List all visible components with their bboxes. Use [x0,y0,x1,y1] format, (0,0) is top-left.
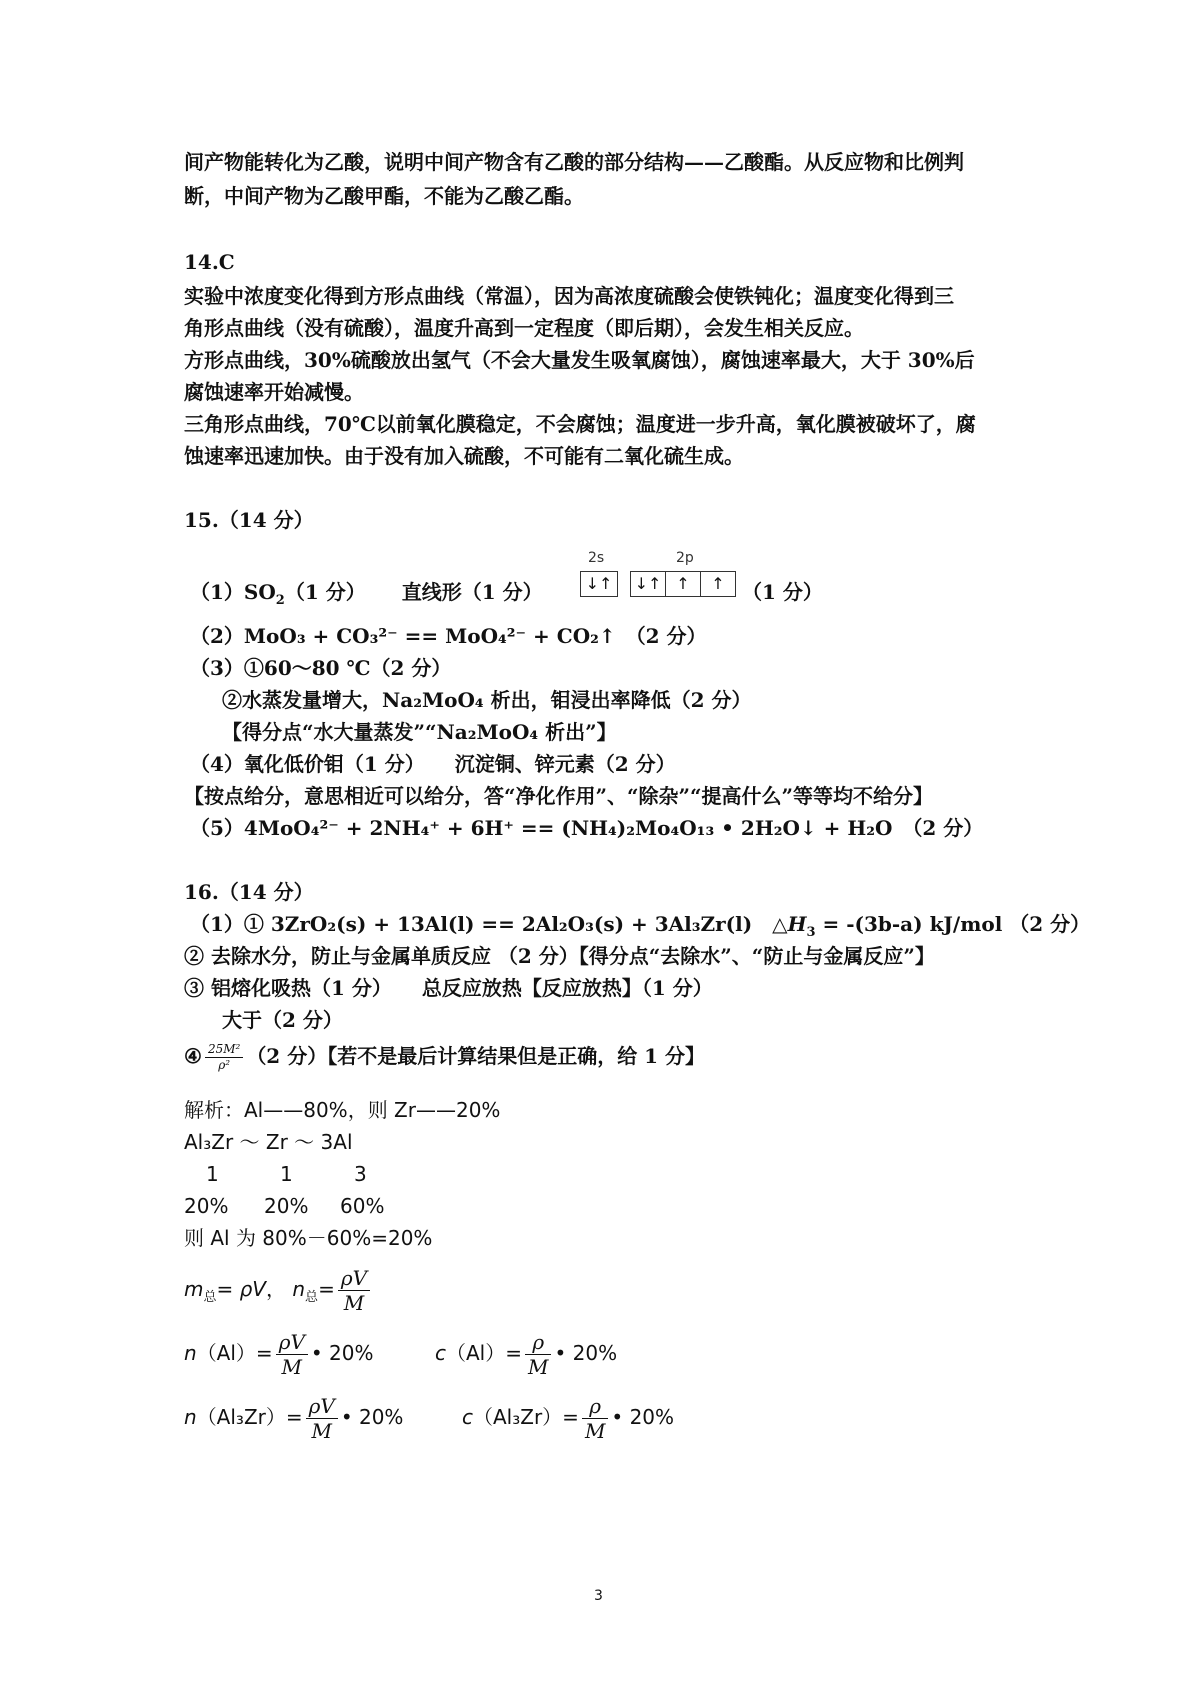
m-total-symbol: m [184,1277,204,1301]
q14-line-5: 三角形点曲线，70℃以前氧化膜稳定，不会腐蚀；温度进一步升高，氧化膜被破坏了，腐 [184,412,976,436]
n-al-den: M [281,1355,303,1379]
q15-part-4-note: 【按点给分，意思相近可以给分，答“净化作用”、“除杂”“提高什么”等等均不给分】 [184,784,934,808]
c-al-label: （Al）= [446,1341,522,1365]
c-al3zr-fraction [582,1394,608,1443]
c-al-den: M [528,1355,549,1379]
q16-part-3: ③ 铝熔化吸热（1 分） 总反应放热【反应放热】（1 分） [184,976,713,1000]
q15-p1-score: （1 分） [284,580,366,604]
n-total-den: M [343,1291,365,1315]
n-al-formula [184,1330,374,1379]
n-al3zr-label: （Al₃Zr）= [196,1405,303,1429]
ratio-pct-1: 20% [184,1194,229,1218]
c-al-fraction [525,1330,551,1379]
q15-part-5: （5）4MoO₄²⁻ + 2NH₄⁺ + 6H⁺ == (NH₄)₂Mo₄O₁₃ • 2H₂O↓ + H₂O （2 分） [190,816,984,840]
n-al-label: （Al）= [196,1341,273,1365]
intro-line-1: 间产物能转化为乙酸，说明中间产物含有乙酸的部分结构——乙酸酯。从反应物和比例判 [184,150,964,174]
page-number: 3 [594,1588,603,1604]
n-al3zr-formula [184,1394,403,1443]
q15-p1-orbital-score: （1 分） [742,580,823,604]
orbital-box-2s: ↓↑ [580,571,618,597]
c-al-formula [435,1330,617,1379]
q15-p1-so: （1）SO [190,580,276,604]
n-al3zr-times: • 20% [340,1405,404,1429]
ratio-num-3: 3 [354,1162,367,1186]
m-total-rhs: = ρV [216,1277,266,1301]
n-total-sub: 总 [305,1290,319,1305]
n-al3zr-fraction [306,1394,338,1443]
q16-p4-frac-num: 25M² [205,1042,243,1058]
mass-total-formula: $m_总= \rho V$， $n_总=$ $\frac{\rho V}{M}$ [184,1266,373,1315]
n-al3zr-symbol: n [184,1405,197,1429]
q14-line-3: 方形点曲线，30%硫酸放出氢气（不会大量发生吸氧腐蚀），腐蚀速率最大，大于 30%后 [184,348,975,372]
c-al3zr-den: M [584,1419,606,1443]
n-total-fraction [338,1266,370,1315]
c-al3zr-label: （Al₃Zr）= [473,1405,579,1429]
c-al-symbol: c [435,1341,446,1365]
q15-part-3a: （3）①60～80 ℃（2 分） [190,656,452,680]
c-al-num: ρ [525,1330,551,1355]
orbital-box-2p-1: ↓↑ [630,571,666,597]
q16-heading: 16.（14 分） [184,880,314,904]
c-al3zr-times: • 20% [611,1405,675,1429]
ratio-num-2: 1 [280,1162,293,1186]
q14-line-1: 实验中浓度变化得到方形点曲线（常温），因为高浓度硫酸会使铁钝化；温度变化得到三 [184,284,954,308]
q16-part-4 [184,1042,705,1073]
orbital-box-2p-3: ↑ [700,571,736,597]
q15-part-4: （4）氧化低价钼（1 分） 沉淀铜、锌元素（2 分） [190,752,676,776]
q16-p1-end: = -(3b-a) kJ/mol （2 分） [815,912,1091,936]
q16-p1-h-sub: 3 [806,925,816,940]
q16-part-1 [190,910,1090,938]
ratio-line: Al₃Zr ～ Zr ～ 3Al [184,1130,353,1154]
q16-p4-text: （2 分）【若不是最后计算结果但是正确，给 1 分】 [246,1044,706,1068]
m-total-sub: 总 [203,1290,217,1305]
n-al-symbol: n [184,1341,197,1365]
q14-heading: 14.C [184,250,235,274]
n-al-fraction [276,1330,308,1379]
orbital-box-2p-2: ↑ [665,571,701,597]
orbital-2s-label: 2s [588,550,605,566]
ratio-pct-2: 20% [264,1194,309,1218]
n-al3zr-num: ρV [306,1394,338,1419]
n-al-times: • 20% [310,1341,374,1365]
n-total-symbol: n [292,1277,306,1301]
ratio-pct-3: 60% [340,1194,385,1218]
q16-p1-h: H [787,912,807,936]
c-al3zr-symbol: c [462,1405,473,1429]
q15-part-1: $(1)SO_2(1$ 分） 直线形（1 分） [190,580,543,608]
q15-heading: 15.（14 分） [184,508,314,532]
q14-line-2: 角形点曲线（没有硫酸），温度升高到一定程度（即后期），会发生相关反应。 [184,316,864,340]
q16-p1-eq: （1）① 3ZrO₂(s) + 13Al(l) == 2Al₂O₃(s) + 3Al₃Zr(l) △ [190,912,788,936]
q14-line-6: 蚀速率迅速加快。由于没有加入硫酸，不可能有二氧化硫生成。 [184,444,744,468]
c-al3zr-num: ρ [582,1394,608,1419]
n-al-num: ρV [276,1330,308,1355]
q15-p1-shape: 直线形（1 分） [401,580,543,604]
c-al-times: • 20% [554,1341,618,1365]
n-total-num: ρV [338,1266,370,1291]
q16-p4-marker: ④ [184,1044,202,1068]
q16-p4-frac-den: ρ² [218,1058,231,1072]
analysis-line: 解析：Al——80%，则 Zr——20% [184,1098,501,1122]
c-al3zr-formula [462,1394,674,1443]
q16-p4-fraction [205,1042,243,1073]
n-al3zr-den: M [311,1419,332,1443]
q16-part-3b: 大于（2 分） [222,1008,343,1032]
orbital-2p-label: 2p [676,550,694,566]
q16-part-2: ② 去除水分，防止与金属单质反应 （2 分）【得分点“去除水”、“防止与金属反应”】 [184,944,935,968]
q15-part-2: （2）MoO₃ + CO₃²⁻ == MoO₄²⁻ + CO₂↑ （2 分） [190,624,707,648]
q14-line-4: 腐蚀速率开始减慢。 [184,380,364,404]
al-percent-line: 则 Al 为 80%－60%=20% [184,1226,433,1250]
q15-part-3b: ②水蒸发量增大，Na₂MoO₄ 析出，钼浸出率降低（2 分） [222,688,752,712]
intro-line-2: 断，中间产物为乙酸甲酯，不能为乙酸乙酯。 [184,184,584,208]
ratio-num-1: 1 [206,1162,219,1186]
q15-part-3c: 【得分点“水大量蒸发”“Na₂MoO₄ 析出”】 [222,720,617,744]
